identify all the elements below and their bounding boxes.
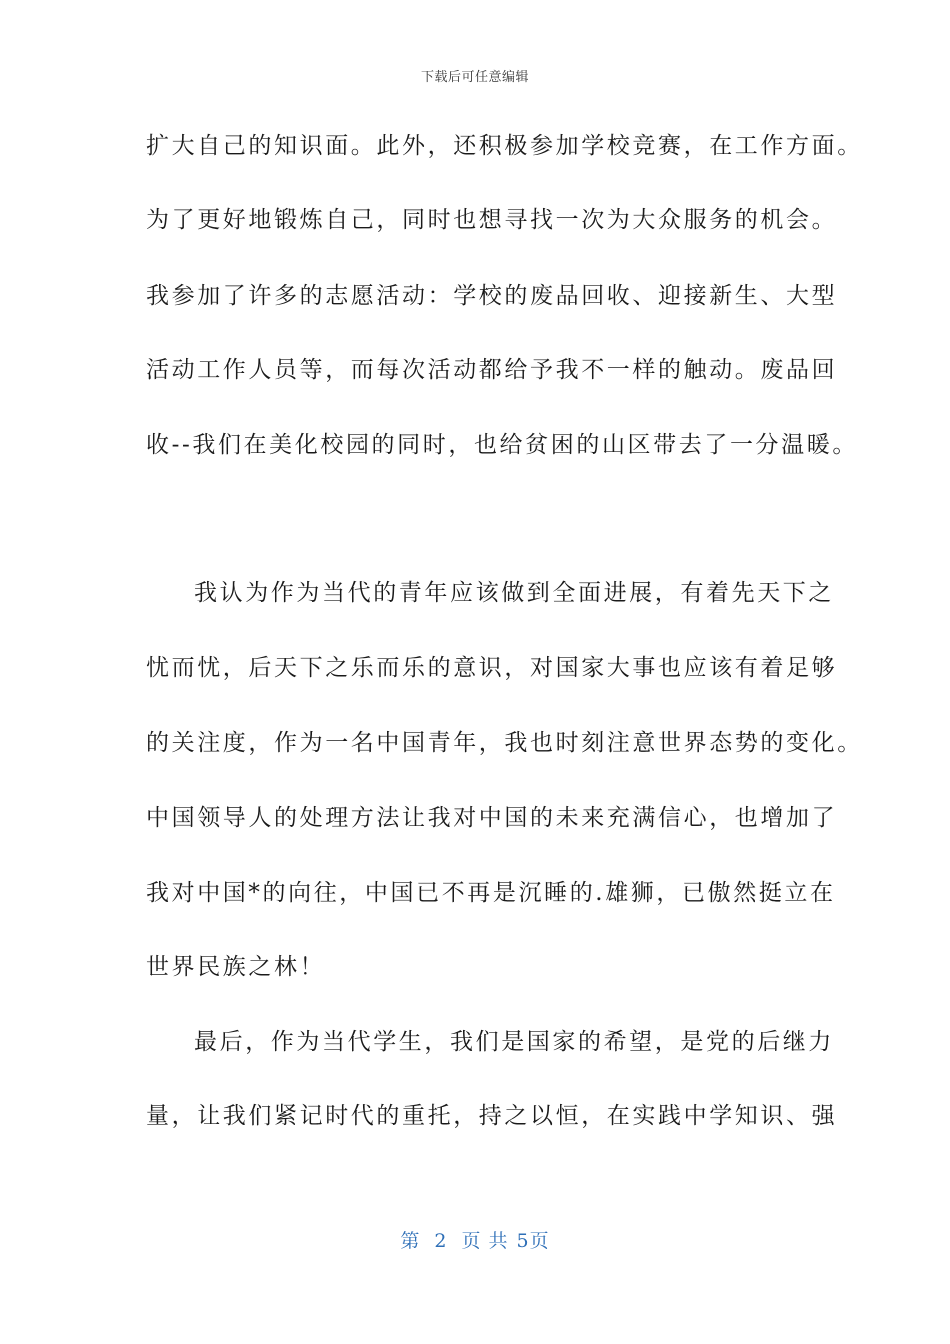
text-line: 忧而忧，后天下之乐而乐的意识，对国家大事也应该有着足够 — [146, 655, 838, 681]
text-line: 量，让我们紧记时代的重托，持之以恒，在实践中学知识、强 — [146, 1103, 838, 1129]
text-line: 活动工作人员等，而每次活动都给予我不一样的触动。废品回 — [146, 357, 838, 383]
text-line: 中国领导人的处理方法让我对中国的未来充满信心，也增加了 — [146, 805, 838, 831]
text-line: 的关注度，作为一名中国青年，我也时刻注意世界态势的变化。 — [146, 730, 863, 756]
text-line: 我认为作为当代的青年应该做到全面进展，有着先天下之 — [194, 580, 834, 606]
page-footer — [0, 1226, 950, 1253]
text-line: 我对中国*的向往，中国已不再是沉睡的.雄狮，已傲然挺立在 — [146, 880, 836, 906]
text-line: 世界民族之林！ — [146, 954, 326, 980]
footer-prefix: 第 — [400, 1230, 421, 1252]
footer-page-number: 2 — [434, 1230, 448, 1252]
footer-middle: 页 共 — [461, 1230, 509, 1252]
text-line: 收--我们在美化校园的同时，也给贫困的山区带去了一分温暖。 — [146, 432, 858, 458]
text-line: 为了更好地锻炼自己，同时也想寻找一次为大众服务的机会。 — [146, 207, 838, 233]
text-line: 扩大自己的知识面。此外，还积极参加学校竞赛，在工作方面。 — [146, 133, 863, 159]
text-line: 最后，作为当代学生，我们是国家的希望，是党的后继力 — [194, 1029, 834, 1055]
footer-total-pages: 5页 — [516, 1230, 550, 1252]
text-line: 我参加了许多的志愿活动：学校的废品回收、迎接新生、大型 — [146, 283, 838, 309]
page-header-note: 下载后可任意编辑 — [420, 70, 529, 85]
